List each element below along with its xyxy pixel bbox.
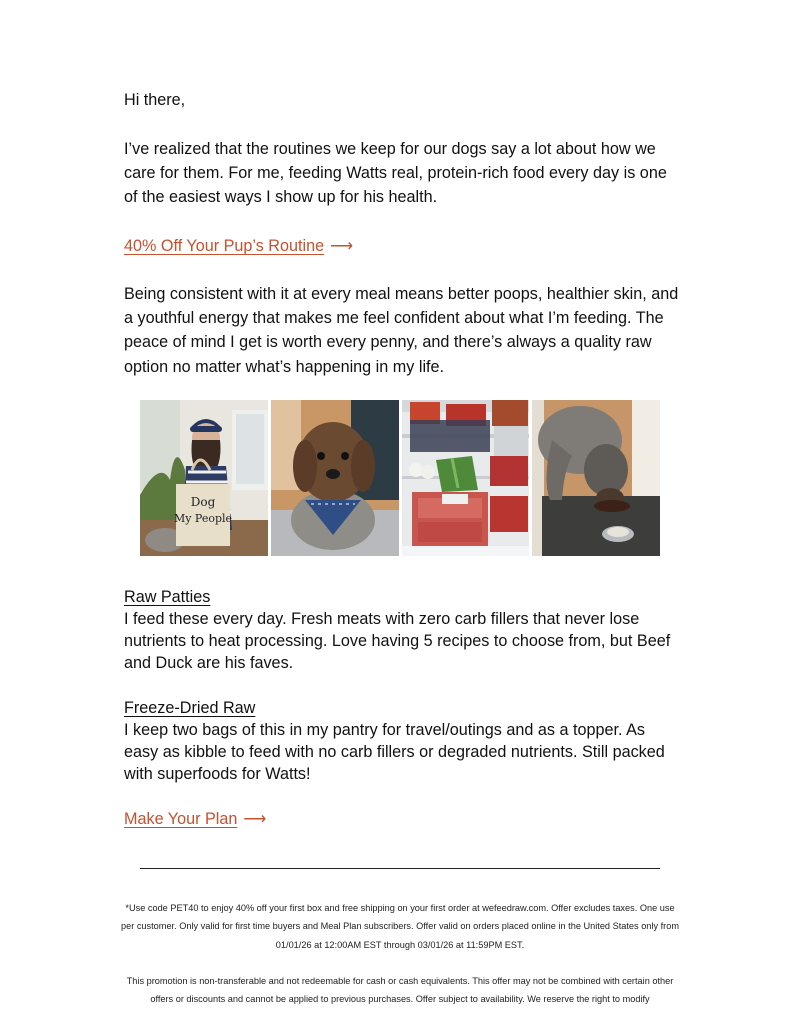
arrow-right-icon: ⟶ <box>243 810 267 828</box>
tote-text-line2: My People <box>173 512 233 525</box>
photo-woman-with-tote <box>140 400 268 556</box>
photo-dog-bandana <box>271 400 399 556</box>
product-description: I keep two bags of this in my pantry for travel/outings and as a topper. As easy as kibble to feed with no carb fillers or degraded nutrients. Still packed with superfoods for Watts! <box>124 721 665 783</box>
secondary-cta-label: Make Your Plan <box>124 810 238 828</box>
photo-fridge-food <box>402 400 530 556</box>
secondary-cta-link[interactable] <box>124 810 267 828</box>
arrow-right-icon: ⟶ <box>330 237 354 255</box>
primary-cta-link[interactable] <box>124 237 353 255</box>
product-description: I feed these every day. Fresh meats with zero carb fillers that never lose nutrients to heat processing. Love having 5 recipes to choose from, but Beef and Duck are his faves. <box>124 610 671 672</box>
secondary-cta-row <box>124 807 680 831</box>
product-title: Raw Patties <box>124 588 211 606</box>
product-freeze-dried <box>124 697 680 785</box>
intro-paragraph: I’ve realized that the routines we keep for our dogs say a lot about how we care for them. For me, feeding Watts real, protein-rich food every day is one of the easiest ways I show up for his health. <box>124 140 667 207</box>
fine-print-terms: This promotion is non-transferable and not redeemable for cash or cash equivalents. This offer may not be combined with certain other offers or discounts and cannot be applied to previous purchases. Offer subject to availability. We reserve the right to modify <box>126 976 674 1005</box>
fine-print-offer: *Use code PET40 to enjoy 40% off your first box and free shipping on your first order at wefeedraw.com. Offer excludes taxes. One use per customer. Only valid for first time buyers and Meal Plan subscribers. Offer valid on orders placed online in the United States only from 01/01/26 at 12:00AM EST through 03/01/26 at 11:59PM EST. <box>121 903 679 950</box>
primary-cta-label: 40% Off Your Pup’s Routine <box>124 237 325 255</box>
greeting: Hi there, <box>124 91 186 109</box>
product-title: Freeze-Dried Raw <box>124 699 256 717</box>
product-raw-patties <box>124 586 680 674</box>
primary-cta-row <box>124 234 680 258</box>
divider <box>140 868 660 869</box>
photo-strip <box>140 400 660 556</box>
tote-text-line1: Dog <box>190 495 216 509</box>
photo-dog-eating <box>532 400 660 556</box>
body-paragraph: Being consistent with it at every meal means better poops, healthier skin, and a youthful energy that makes me feel confident about what I’m feeding. The peace of mind I get is worth every penny, and there’s always a quality raw option no matter what’s happening in my life. <box>124 285 679 376</box>
